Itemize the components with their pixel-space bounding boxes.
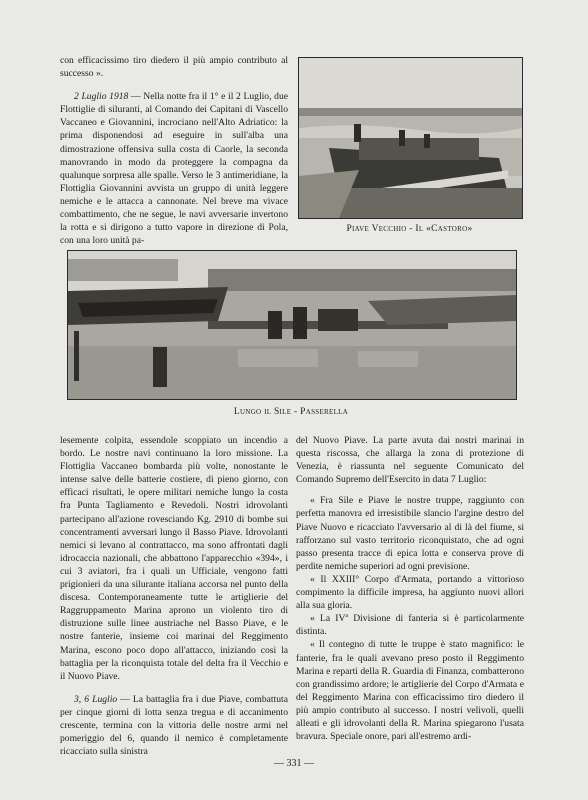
paragraph-3-6-luglio-text: — La battaglia fra i due Piave, combattuta per cinque giorni di lotta senza tregua e di accanimento crescente, termina con la vittoria delle nostre armi nel pomeriggio del 6, quando il nemico è completamente ricacciato sulla sinistra bbox=[60, 693, 288, 758]
communique-intro: del Nuovo Piave. La parte avuta dai nostri marinai in questa riscossa, che allarga la zona di protezione di Venezia, è riassunta nel seguente Comunicato del Comando Supremo dell'Esercito in data 7 Luglio: bbox=[296, 435, 524, 486]
page-number: — 331 — bbox=[274, 758, 314, 769]
photo-passerella-image bbox=[68, 251, 516, 399]
photo-castoro-image bbox=[299, 58, 522, 218]
date-2-luglio: 2 Luglio 1918 bbox=[74, 91, 129, 103]
bottom-right-column bbox=[296, 434, 524, 743]
paragraph-2-luglio-text: — Nella notte fra il 1° e il 2 Luglio, due Flottiglie di siluranti, al Comando dei Capitani di Vascello Vaccaneo e Giovannini, incrociano nell'Alto Adriatico: la prima disponendosi ad eseguire in sull'alba una dimostrazione offensiva sulla costa di Caorle, la seconda manovrando in modo da proteggere la compagna da qualunque sorpresa alle spalle. Verso le 3 antimeridiane, la Flottiglia Giovannini avvista un gruppo di unità leggere nemiche e le attacca a cannonate. Nel breve ma vivace combattimento, che ne segue, le navi avversarie invertono la rotta e si dirigono a tutto vapore in direzione di Pola, con una loro unità pa- bbox=[60, 91, 288, 247]
photo-passerella bbox=[67, 250, 517, 400]
quote-sile-piave: « Fra Sile e Piave le nostre truppe, raggiunto con perfetta manovra ed irresistibile slancio l'argine destro del Piave Nuovo e ricacciato l'avversario al di là del fiume, si rafforzano sul vasto territorio riconquistato, che ad ogni passo presenta tracce di epica lotta e conserva prove di perdite nemiche superiori ad ogni previsione. bbox=[296, 495, 524, 572]
quote-contegno: « Il contegno di tutte le truppe è stato magnifico: le fanterie, fra le quali avevano preso posto il Reggimento Marina e reparti della R. Guardia di Finanza, combatterono con grandissimo ardore; le artiglierie del Corpo d'Armata e del Reggimento Marina con efficacissimo tiro diedero il più ampio contributo al successo. I nostri velivoli, quelli alleati e gli idrovolanti della R. Marina spiegarono l'usata bravura. Speciale onore, pari all'estremo ardi- bbox=[296, 639, 524, 743]
quote-divisione: « La IVª Divisione di fanteria si è particolarmente distinta. bbox=[296, 613, 524, 638]
top-left-column bbox=[60, 54, 288, 247]
paragraph-2-luglio bbox=[60, 90, 288, 247]
bottom-left-column bbox=[60, 434, 288, 758]
quote-corpo-armata: « Il XXIII° Corpo d'Armata, portando a vittorioso compimento la difficile impresa, ha aggiunto nuovi allori alla sua gloria. bbox=[296, 573, 524, 612]
paragraph-3-6-luglio bbox=[60, 693, 288, 758]
photo-castoro bbox=[298, 57, 523, 219]
date-3-6-luglio: 3, 6 Luglio bbox=[74, 693, 118, 705]
caption-castoro: Piave Vecchio - Il «Castoro» bbox=[346, 224, 473, 234]
caption-passerella: Lungo il Sile - Passerella bbox=[233, 407, 349, 417]
intro-lines: con efficacissimo tiro diedero il più ampio contributo al successo ». bbox=[60, 55, 288, 80]
continued-text: lesemente colpita, essendole scoppiato un incendio a bordo. Le nostre navi continuano la loro missione. La Flottiglia Vaccaneo bombarda più volte, nonostante le intense salve delle batterie costiere, di pieno giorno, con efficaci risultati, le opere militari nemiche lungo la costa fra Punta Tagliamento e Revedoli. Nostri idrovolanti partecipano all'azione rovesciando Kg. 2910 di bombe sui concentramenti avversari lungo il Basso Piave. Idrovolanti nemici si levano al contrattacco, ma sono affrontati dagli idrocaccia nazionali, che abbattono l'apparecchio «394», i cui 3 aviatori, fra i quali un Ufficiale, vengono fatti prigionieri da una silurante italiana accorsa nel punto della discesa. Contemporaneamente tutte le artiglierie del Raggruppamento Marina aprono un violento tiro di distruzione sulle linee austriache nel Basso Piave, e le nostre fanterie, insieme coi marinai del Reggimento Marina, escono poco dopo all'attacco, iniziando così la battaglia per la riconquista totale del delta fra il Vecchio e il Nuovo Piave. bbox=[60, 435, 288, 682]
